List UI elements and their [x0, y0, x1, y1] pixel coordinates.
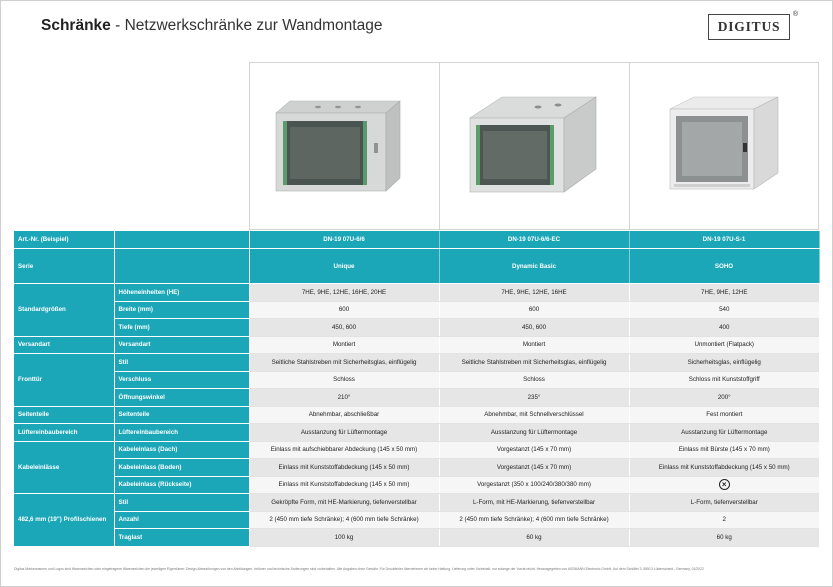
- group-label-luefter: Lüftereinbaubereich: [14, 424, 114, 442]
- row-label: Tiefe (mm): [114, 319, 249, 337]
- table-row: [14, 494, 819, 512]
- table-cell: Einlass mit Kunststoffabdeckung (145 x 50 mm): [249, 459, 439, 477]
- row-label-art-nr: Art.-Nr. (Beispiel): [14, 231, 114, 249]
- table-cell: Schloss: [249, 371, 439, 389]
- table-row: [14, 354, 819, 372]
- product-image-unique: [250, 63, 439, 229]
- table-row: [14, 319, 819, 337]
- table-cell: 60 kg: [439, 529, 629, 547]
- row-label: Lüftereinbaubereich: [114, 424, 249, 442]
- table-cell: 600: [439, 301, 629, 319]
- table-cell: Abnehmbar, mit Schnellverschlüssel: [439, 406, 629, 424]
- table-row: [14, 231, 819, 249]
- table-cell: Ausstanzung für Lüftermontage: [249, 424, 439, 442]
- table-cell: Vorgestanzt (145 x 70 mm): [439, 441, 629, 459]
- table-cell: 540: [629, 301, 819, 319]
- table-row: [14, 284, 819, 302]
- row-label: Kabeleinlass (Rückseite): [114, 476, 249, 494]
- cell-serie-3: SOHO: [629, 249, 819, 284]
- table-cell: 2 (450 mm tiefe Schränke); 4 (600 mm tiefe Schränke): [439, 511, 629, 529]
- table-cell: Schloss: [439, 371, 629, 389]
- table-cell: Schloss mit Kunststoffgriff: [629, 371, 819, 389]
- table-cell: Einlass mit Kunststoffabdeckung (145 x 50 mm): [629, 459, 819, 477]
- table-cell: 200°: [629, 389, 819, 407]
- row-label: Öffnungswinkel: [114, 389, 249, 407]
- table-cell: Einlass mit Kunststoffabdeckung (145 x 50 mm): [249, 476, 439, 494]
- row-label: Breite (mm): [114, 301, 249, 319]
- group-label-seitenteile: Seitenteile: [14, 406, 114, 424]
- table-cell: 7HE, 9HE, 12HE: [629, 284, 819, 302]
- row-label: Anzahl: [114, 511, 249, 529]
- table-row: [14, 476, 819, 494]
- table-cell: 2 (450 mm tiefe Schränke); 4 (600 mm tiefe Schränke): [249, 511, 439, 529]
- row-label: Versandart: [114, 336, 249, 354]
- table-cell: Fest montiert: [629, 406, 819, 424]
- table-cell: Sicherheitsglas, einflügelig: [629, 354, 819, 372]
- group-label-profilschienen: 482,6 mm (19") Profilschienen: [14, 494, 114, 547]
- cell-art-nr-3: DN-19 07U-S-1: [629, 231, 819, 249]
- row-sublabel-empty: [114, 231, 249, 249]
- row-label: Traglast: [114, 529, 249, 547]
- table-cell: 210°: [249, 389, 439, 407]
- not-available-icon: ×: [719, 479, 730, 490]
- table-row: [14, 371, 819, 389]
- table-cell: Einlass mit Bürste (145 x 70 mm): [629, 441, 819, 459]
- product-images: [249, 62, 819, 230]
- table-row: [14, 389, 819, 407]
- table-row: [14, 424, 819, 442]
- table-row: [14, 336, 819, 354]
- row-label: Höheneinheiten (HE): [114, 284, 249, 302]
- table-cell: 7HE, 9HE, 12HE, 16HE, 20HE: [249, 284, 439, 302]
- digitus-logo: [708, 11, 798, 40]
- footer-disclaimer: Digitus Markennamen und Logos sind Warenzeichen oder eingetragene Warenzeichen der jeweiligen Eigentümer. Design Abweichungen von den Abbildungen, Irrtümer und technische Änderungen sind vorbehalten. Alle Angaben ohne Gewähr. Für Druckfehler übernehmen wir keine Haftung. Lieferung unter Vorbehalt, nur solange der Vorrat reicht. Herausgegeben von ASSMANN Electronic GmbH, Auf dem Schüffel 3, 58513 Lüdenscheid - Germany, 01/2022: [14, 567, 704, 571]
- table-cell: L-Form, tiefenverstellbar: [629, 494, 819, 512]
- row-label: Kabeleinlass (Boden): [114, 459, 249, 477]
- group-label-standardgroessen: Standardgrößen: [14, 284, 114, 337]
- cell-serie-2: Dynamic Basic: [439, 249, 629, 284]
- product-image-soho: [629, 63, 819, 229]
- comparison-table: [14, 231, 820, 547]
- table-cell: L-Form, mit HE-Markierung, tiefenverstellbar: [439, 494, 629, 512]
- table-cell: 100 kg: [249, 529, 439, 547]
- table-row: [14, 459, 819, 477]
- group-label-kabeleinlaesse: Kabeleinlässe: [14, 441, 114, 494]
- row-label-serie: Serie: [14, 249, 114, 284]
- registered-mark: ®: [792, 11, 798, 18]
- row-label: Verschluss: [114, 371, 249, 389]
- row-sublabel-empty: [114, 249, 249, 284]
- table-cell: Montiert: [439, 336, 629, 354]
- table-cell: Montiert: [249, 336, 439, 354]
- cell-art-nr-2: DN-19 07U-6/6-EC: [439, 231, 629, 249]
- cell-serie-1: Unique: [249, 249, 439, 284]
- table-cell: 235°: [439, 389, 629, 407]
- page-title: Schränke - Netzwerkschränke zur Wandmontage: [41, 17, 383, 34]
- table-cell: 7HE, 9HE, 12HE, 16HE: [439, 284, 629, 302]
- table-row: [14, 441, 819, 459]
- not-available-cell: [629, 476, 819, 494]
- row-label: Stil: [114, 494, 249, 512]
- table-cell: Ausstanzung für Lüftermontage: [439, 424, 629, 442]
- table-row: [14, 249, 819, 284]
- table-cell: 450, 600: [249, 319, 439, 337]
- table-row: [14, 529, 819, 547]
- table-cell: Einlass mit aufschiebbarer Abdeckung (145 x 50 mm): [249, 441, 439, 459]
- table-cell: Vorgestanzt (145 x 70 mm): [439, 459, 629, 477]
- table-cell: Seitliche Stahlstreben mit Sicherheitsglas, einflügelig: [249, 354, 439, 372]
- table-row: [14, 511, 819, 529]
- table-cell: 450, 600: [439, 319, 629, 337]
- table-cell: Vorgestanzt (350 x 100/240/380/380 mm): [439, 476, 629, 494]
- table-row: [14, 406, 819, 424]
- group-label-fronttuer: Fronttür: [14, 354, 114, 407]
- row-label: Stil: [114, 354, 249, 372]
- group-label-versandart: Versandart: [14, 336, 114, 354]
- table-cell: Abnehmbar, abschließbar: [249, 406, 439, 424]
- table-cell: Unmontiert (Flatpack): [629, 336, 819, 354]
- table-cell: 600: [249, 301, 439, 319]
- row-label: Seitenteile: [114, 406, 249, 424]
- table-cell: 60 kg: [629, 529, 819, 547]
- table-cell: Ausstanzung für Lüftermontage: [629, 424, 819, 442]
- row-label: Kabeleinlass (Dach): [114, 441, 249, 459]
- product-image-dynamic-basic: [439, 63, 629, 229]
- cell-art-nr-1: DN-19 07U-6/6: [249, 231, 439, 249]
- table-cell: Seitliche Stahlstreben mit Sicherheitsglas, einflügelig: [439, 354, 629, 372]
- table-row: [14, 301, 819, 319]
- logo-text: DIGITUS: [717, 19, 781, 34]
- table-cell: 400: [629, 319, 819, 337]
- table-cell: 2: [629, 511, 819, 529]
- table-cell: Gekröpfte Form, mit HE-Markierung, tiefenverstellbar: [249, 494, 439, 512]
